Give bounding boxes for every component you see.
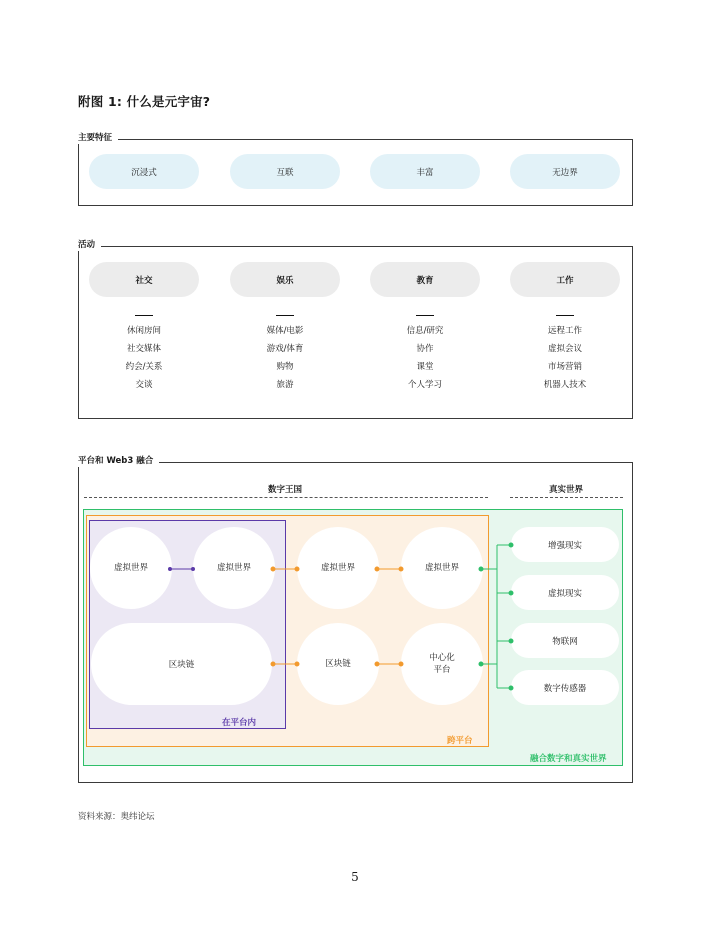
virtual-world-node: 虚拟世界	[90, 527, 172, 609]
activity-item: 交谈	[135, 380, 153, 390]
activity-item: 社交媒体	[126, 344, 161, 354]
activity-item: 休闲房间	[126, 326, 161, 336]
activity-item: 虚拟会议	[547, 344, 582, 354]
activity-item: 约会/关系	[125, 362, 163, 372]
activity-item: 媒体/电影	[266, 326, 304, 336]
green-connectors	[479, 543, 513, 690]
real-world-item: 增强现实	[511, 527, 619, 562]
virtual-world-node: 虚拟世界	[193, 527, 275, 609]
purple-connector	[168, 567, 195, 571]
virtual-world-node: 虚拟世界	[297, 527, 379, 609]
page-number: 5	[351, 870, 359, 884]
feature-pill: 互联	[230, 154, 340, 189]
activity-item: 协作	[416, 344, 434, 354]
orange-connectors	[271, 567, 403, 666]
feature-pill: 沉浸式	[89, 154, 199, 189]
activity-item: 课堂	[416, 362, 434, 372]
real-world-header: 真实世界	[548, 485, 583, 495]
activity-heading: 娱乐	[230, 262, 340, 297]
activity-item: 市场营销	[547, 362, 582, 372]
feature-pill: 无边界	[510, 154, 620, 189]
activity-heading: 教育	[370, 262, 480, 297]
real-world-item: 物联网	[511, 623, 619, 658]
digital-kingdom-header: 数字王国	[267, 485, 302, 495]
platforms-section-label: 平台和 Web3 融合	[78, 455, 159, 467]
source-note: 资料来源：奥纬论坛	[78, 812, 155, 822]
activity-heading: 社交	[89, 262, 199, 297]
virtual-world-node: 虚拟世界	[401, 527, 483, 609]
blockchain-node: 区块链	[297, 623, 379, 705]
activity-item: 远程工作	[547, 326, 582, 336]
feature-pill: 丰富	[370, 154, 480, 189]
features-section-label: 主要特征	[78, 132, 118, 144]
fusion-label: 融合数字和真实世界	[530, 754, 607, 764]
real-world-item: 虚拟现实	[511, 575, 619, 610]
real-world-item: 数字传感器	[511, 670, 619, 705]
activities-section-label: 活动	[78, 239, 101, 251]
activity-item: 购物	[276, 362, 294, 372]
activity-item: 游戏/体育	[266, 344, 304, 354]
in-platform-label: 在平台内	[222, 718, 257, 728]
cross-platform-label: 跨平台	[447, 736, 473, 746]
activity-item: 旅游	[276, 380, 294, 390]
figure-title: 附图 1: 什么是元宇宙?	[78, 94, 211, 109]
activity-item: 信息/研究	[406, 326, 444, 336]
activity-heading: 工作	[510, 262, 620, 297]
blockchain-node: 区块链	[91, 623, 272, 705]
activity-item: 机器人技术	[543, 380, 587, 390]
centralized-platform-node: 中心化 平台	[401, 623, 483, 705]
activity-item: 个人学习	[407, 380, 442, 390]
